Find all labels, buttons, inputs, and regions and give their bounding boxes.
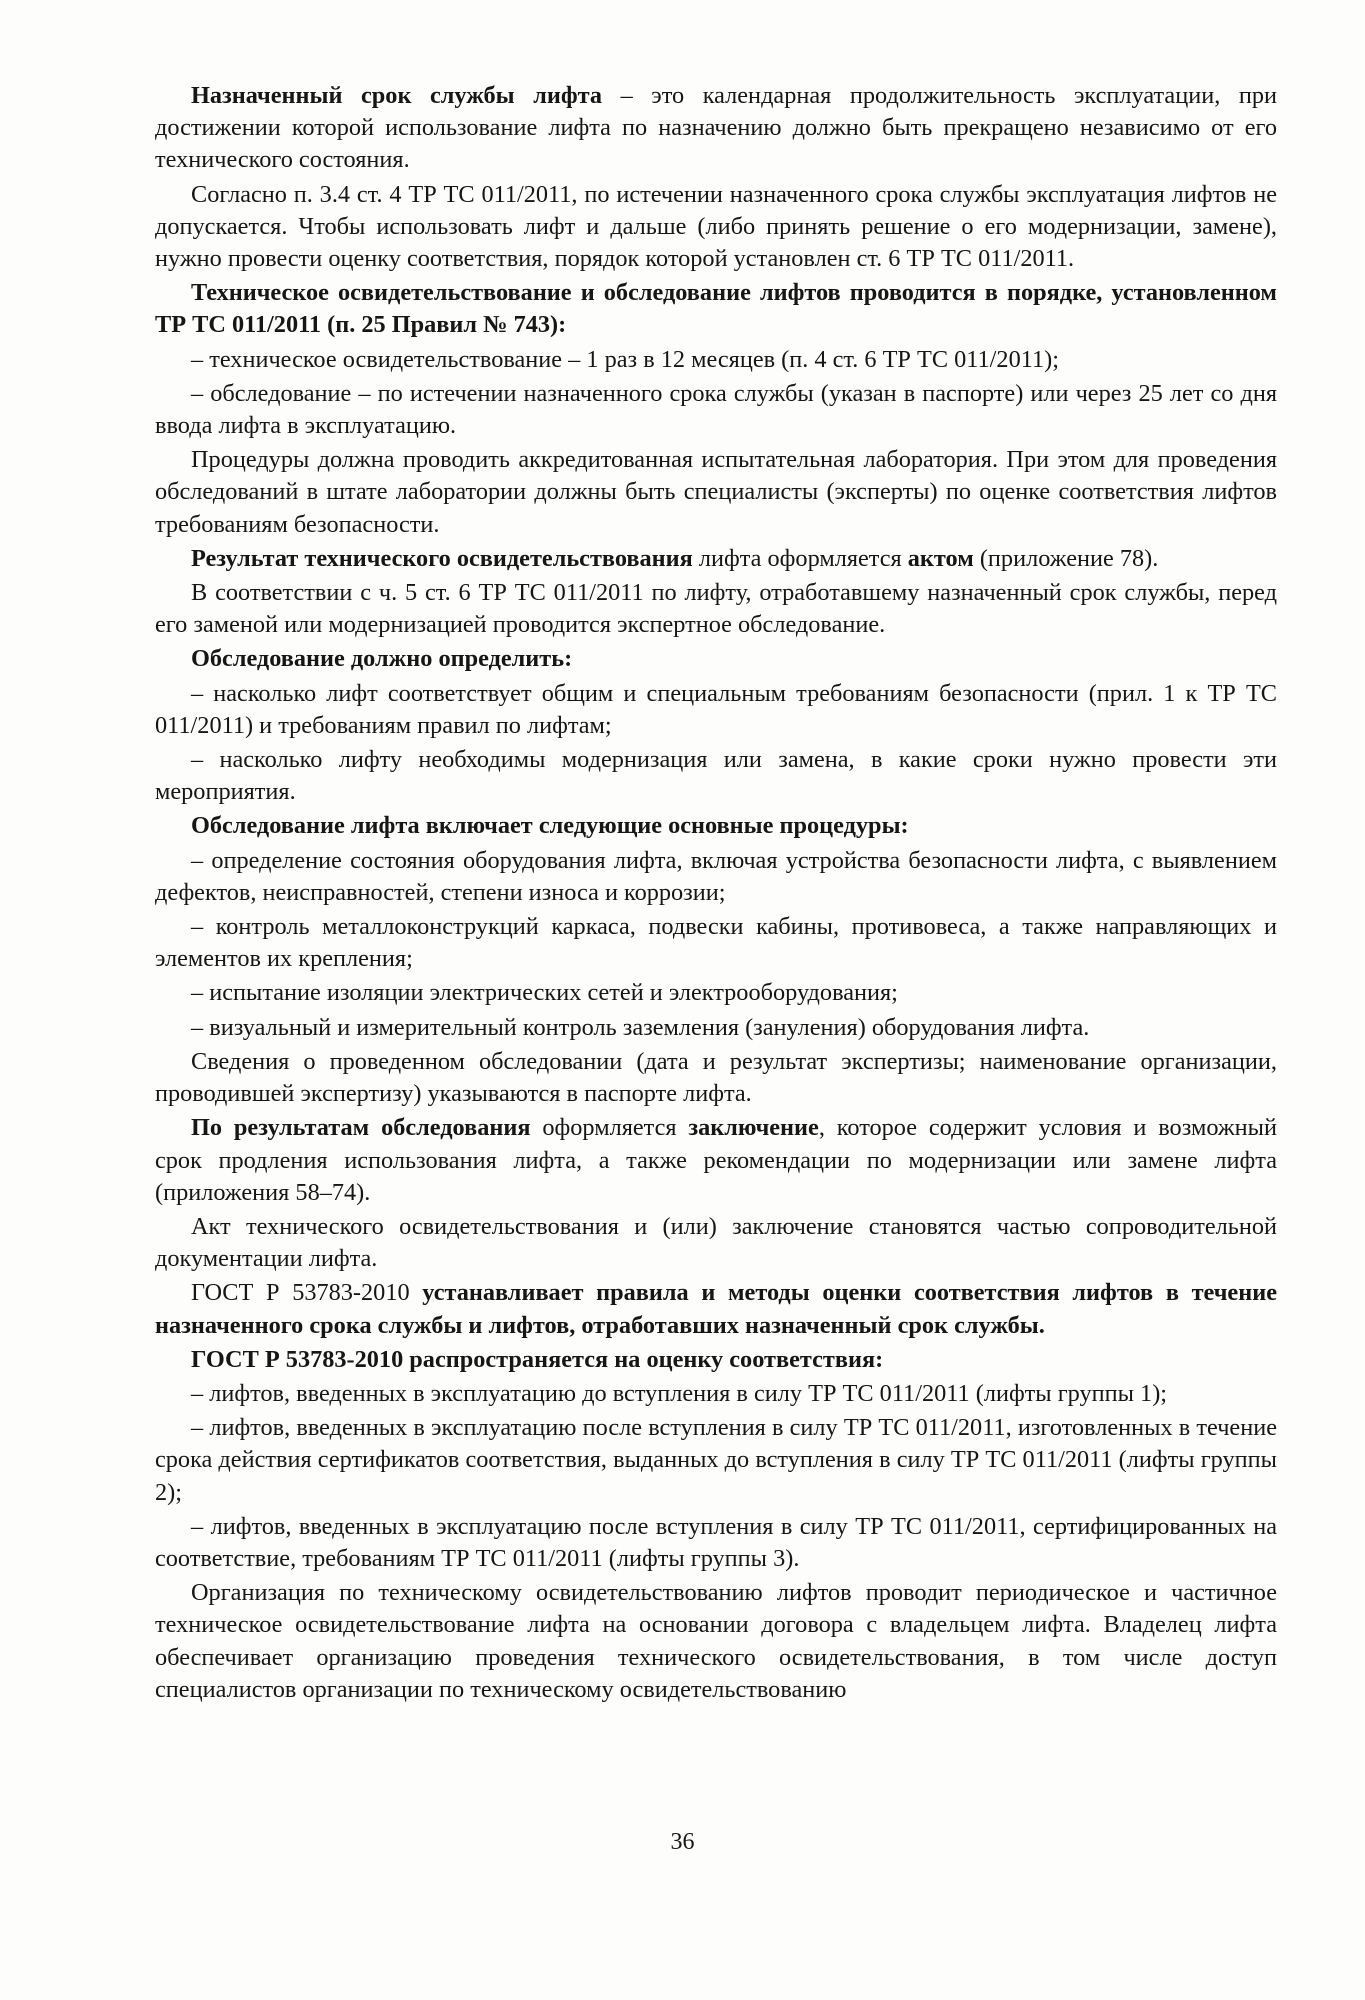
text-run: – техническое освидетельствование – 1 раз в 12 месяцев (п. 4 ст. 6 ТР ТС 011/2011);	[191, 345, 1059, 373]
bold-phrase: заключение	[688, 1114, 819, 1142]
text-run: Согласно п. 3.4 ст. 4 ТР ТС 011/2011, по истечении назначенного срока службы эксплуатация лифтов не допускается. Чтобы использовать лифт и дальше (либо принять решение о его модернизации, замене), нужно провести оценку соответствия, порядок которой установлен ст. 6 ТР ТС 011/2011.	[155, 180, 1277, 273]
text-run: (приложение 78).	[973, 544, 1159, 572]
text-run: Организация по техническому освидетельствованию лифтов проводит периодическое и частичное техническое освидетельствование лифта на основании договора с владельцем лифта. Владелец лифта обеспечивает организацию проведения технического освидетельствования, в том числе доступ специалистов организации по техническому освидетельствованию	[155, 1579, 1277, 1703]
bold-phrase: По результатам обследования	[191, 1114, 531, 1142]
text-run: Процедуры должна проводить аккредитованная испытательная лаборатория. При этом для проведения обследований в штате лаборатории должны быть специалисты (эксперты) по оценке соответствия лифтов требованиям безопасности.	[155, 446, 1277, 538]
paragraph-18	[155, 1112, 1277, 1209]
paragraph-12-heading	[155, 810, 1277, 842]
body-text	[155, 80, 1277, 1706]
text-run: , которое содержит условия и возможный срок продления использования лифта, а также рекомендации по модернизации или замене лифта (приложения 58–74).	[155, 1114, 1277, 1206]
text-run: – лифтов, введенных в эксплуатацию после вступления в силу ТР ТС 011/2011, сертифицированных на соответствие, требованиям ТР ТС 011/2011 (лифты группы 3).	[155, 1512, 1277, 1572]
paragraph-19	[155, 1211, 1277, 1275]
paragraph-15-list-item	[155, 977, 1277, 1009]
text-run: лифта оформляется	[692, 544, 908, 572]
paragraph-24-list-item	[155, 1511, 1277, 1575]
paragraph-3-heading	[155, 277, 1277, 341]
bold-phrase: Результат технического освидетельствования	[191, 544, 693, 572]
text-run: – контроль металлоконструкций каркаса, подвески кабины, противовеса, а также направляющих и элементов их крепления;	[155, 913, 1277, 973]
bold-phrase: актом	[907, 544, 974, 572]
paragraph-25	[155, 1577, 1277, 1706]
paragraph-8	[155, 577, 1277, 641]
paragraph-13-list-item	[155, 845, 1277, 909]
text-run: Акт технического освидетельствования и (или) заключение становятся частью сопроводительной документации лифта.	[155, 1212, 1277, 1273]
bold-phrase: устанавливает правила и методы оценки соответствия лифтов в течение назначенного срока службы и лифтов, отработавших назначенный срок службы.	[155, 1279, 1277, 1339]
paragraph-17	[155, 1046, 1277, 1110]
text-run: Сведения о проведенном обследовании (дата и результат экспертизы; наименование организации, проводившей экспертизу) указываются в паспорте лифта.	[155, 1047, 1277, 1108]
text-run: – насколько лифту необходимы модернизация или замена, в какие сроки нужно провести эти мероприятия.	[155, 746, 1277, 806]
text-run: ГОСТ Р 53783-2010	[191, 1279, 423, 1307]
text-run: В соответствии с ч. 5 ст. 6 ТР ТС 011/2011 по лифту, отработавшему назначенный срок службы, перед его заменой или модернизацией проводится экспертное обследование.	[155, 579, 1277, 639]
paragraph-23-list-item	[155, 1412, 1277, 1509]
text-run: – лифтов, введенных в эксплуатацию до вступления в силу ТР ТС 011/2011 (лифты группы 1);	[191, 1379, 1168, 1407]
text-run: – испытание изоляции электрических сетей и электрооборудования;	[191, 979, 898, 1007]
paragraph-16-list-item	[155, 1012, 1277, 1044]
paragraph-2	[155, 179, 1277, 276]
text-run: – лифтов, введенных в эксплуатацию после вступления в силу ТР ТС 011/2011, изготовленных в течение срока действия сертификатов соответствия, выданных до вступления в силу ТР ТС 011/2011 (лифты группы 2);	[155, 1414, 1277, 1506]
text-run: – это календарная продолжительность эксплуатации, при достижении которой использование лифта по назначению должно быть прекращено независимо от его технического состояния.	[155, 82, 1277, 174]
paragraph-4-list-item	[155, 344, 1277, 376]
text-run: – определение состояния оборудования лифта, включая устройства безопасности лифта, с выявлением дефектов, неисправностей, степени износа и коррозии;	[155, 846, 1277, 906]
bold-heading: ГОСТ Р 53783-2010 распространяется на оценку соответствия:	[191, 1345, 884, 1373]
paragraph-10-list-item	[155, 678, 1277, 742]
paragraph-22-list-item	[155, 1378, 1277, 1410]
text-run: оформляется	[530, 1114, 689, 1142]
paragraph-7	[155, 543, 1277, 575]
bold-heading: Обследование лифта включает следующие основные процедуры:	[191, 812, 909, 840]
bold-heading: Техническое освидетельствование и обследование лифтов проводится в порядке, установленном ТР ТС 011/2011 (п. 25 Правил № 743):	[155, 279, 1277, 339]
text-run: – обследование – по истечении назначенного срока службы (указан в паспорте) или через 25 лет со дня ввода лифта в эксплуатацию.	[155, 379, 1277, 440]
paragraph-9-heading	[155, 643, 1277, 675]
paragraph-14-list-item	[155, 911, 1277, 975]
page-number: 36	[670, 1829, 695, 1855]
term-service-life: Назначенный срок службы лифта	[191, 82, 603, 109]
paragraph-5-list-item	[155, 378, 1277, 442]
bold-heading: Обследование должно определить:	[191, 645, 573, 673]
paragraph-1	[155, 80, 1277, 177]
paragraph-21-heading	[155, 1344, 1277, 1376]
text-run: – визуальный и измерительный контроль заземления (зануления) оборудования лифта.	[191, 1013, 1090, 1041]
paragraph-20	[155, 1277, 1277, 1341]
paragraph-11-list-item	[155, 744, 1277, 808]
text-run: – насколько лифт соответствует общим и специальным требованиям безопасности (прил. 1 к ТР ТС 011/2011) и требованиям правил по лифтам;	[155, 679, 1277, 739]
paragraph-6	[155, 444, 1277, 541]
